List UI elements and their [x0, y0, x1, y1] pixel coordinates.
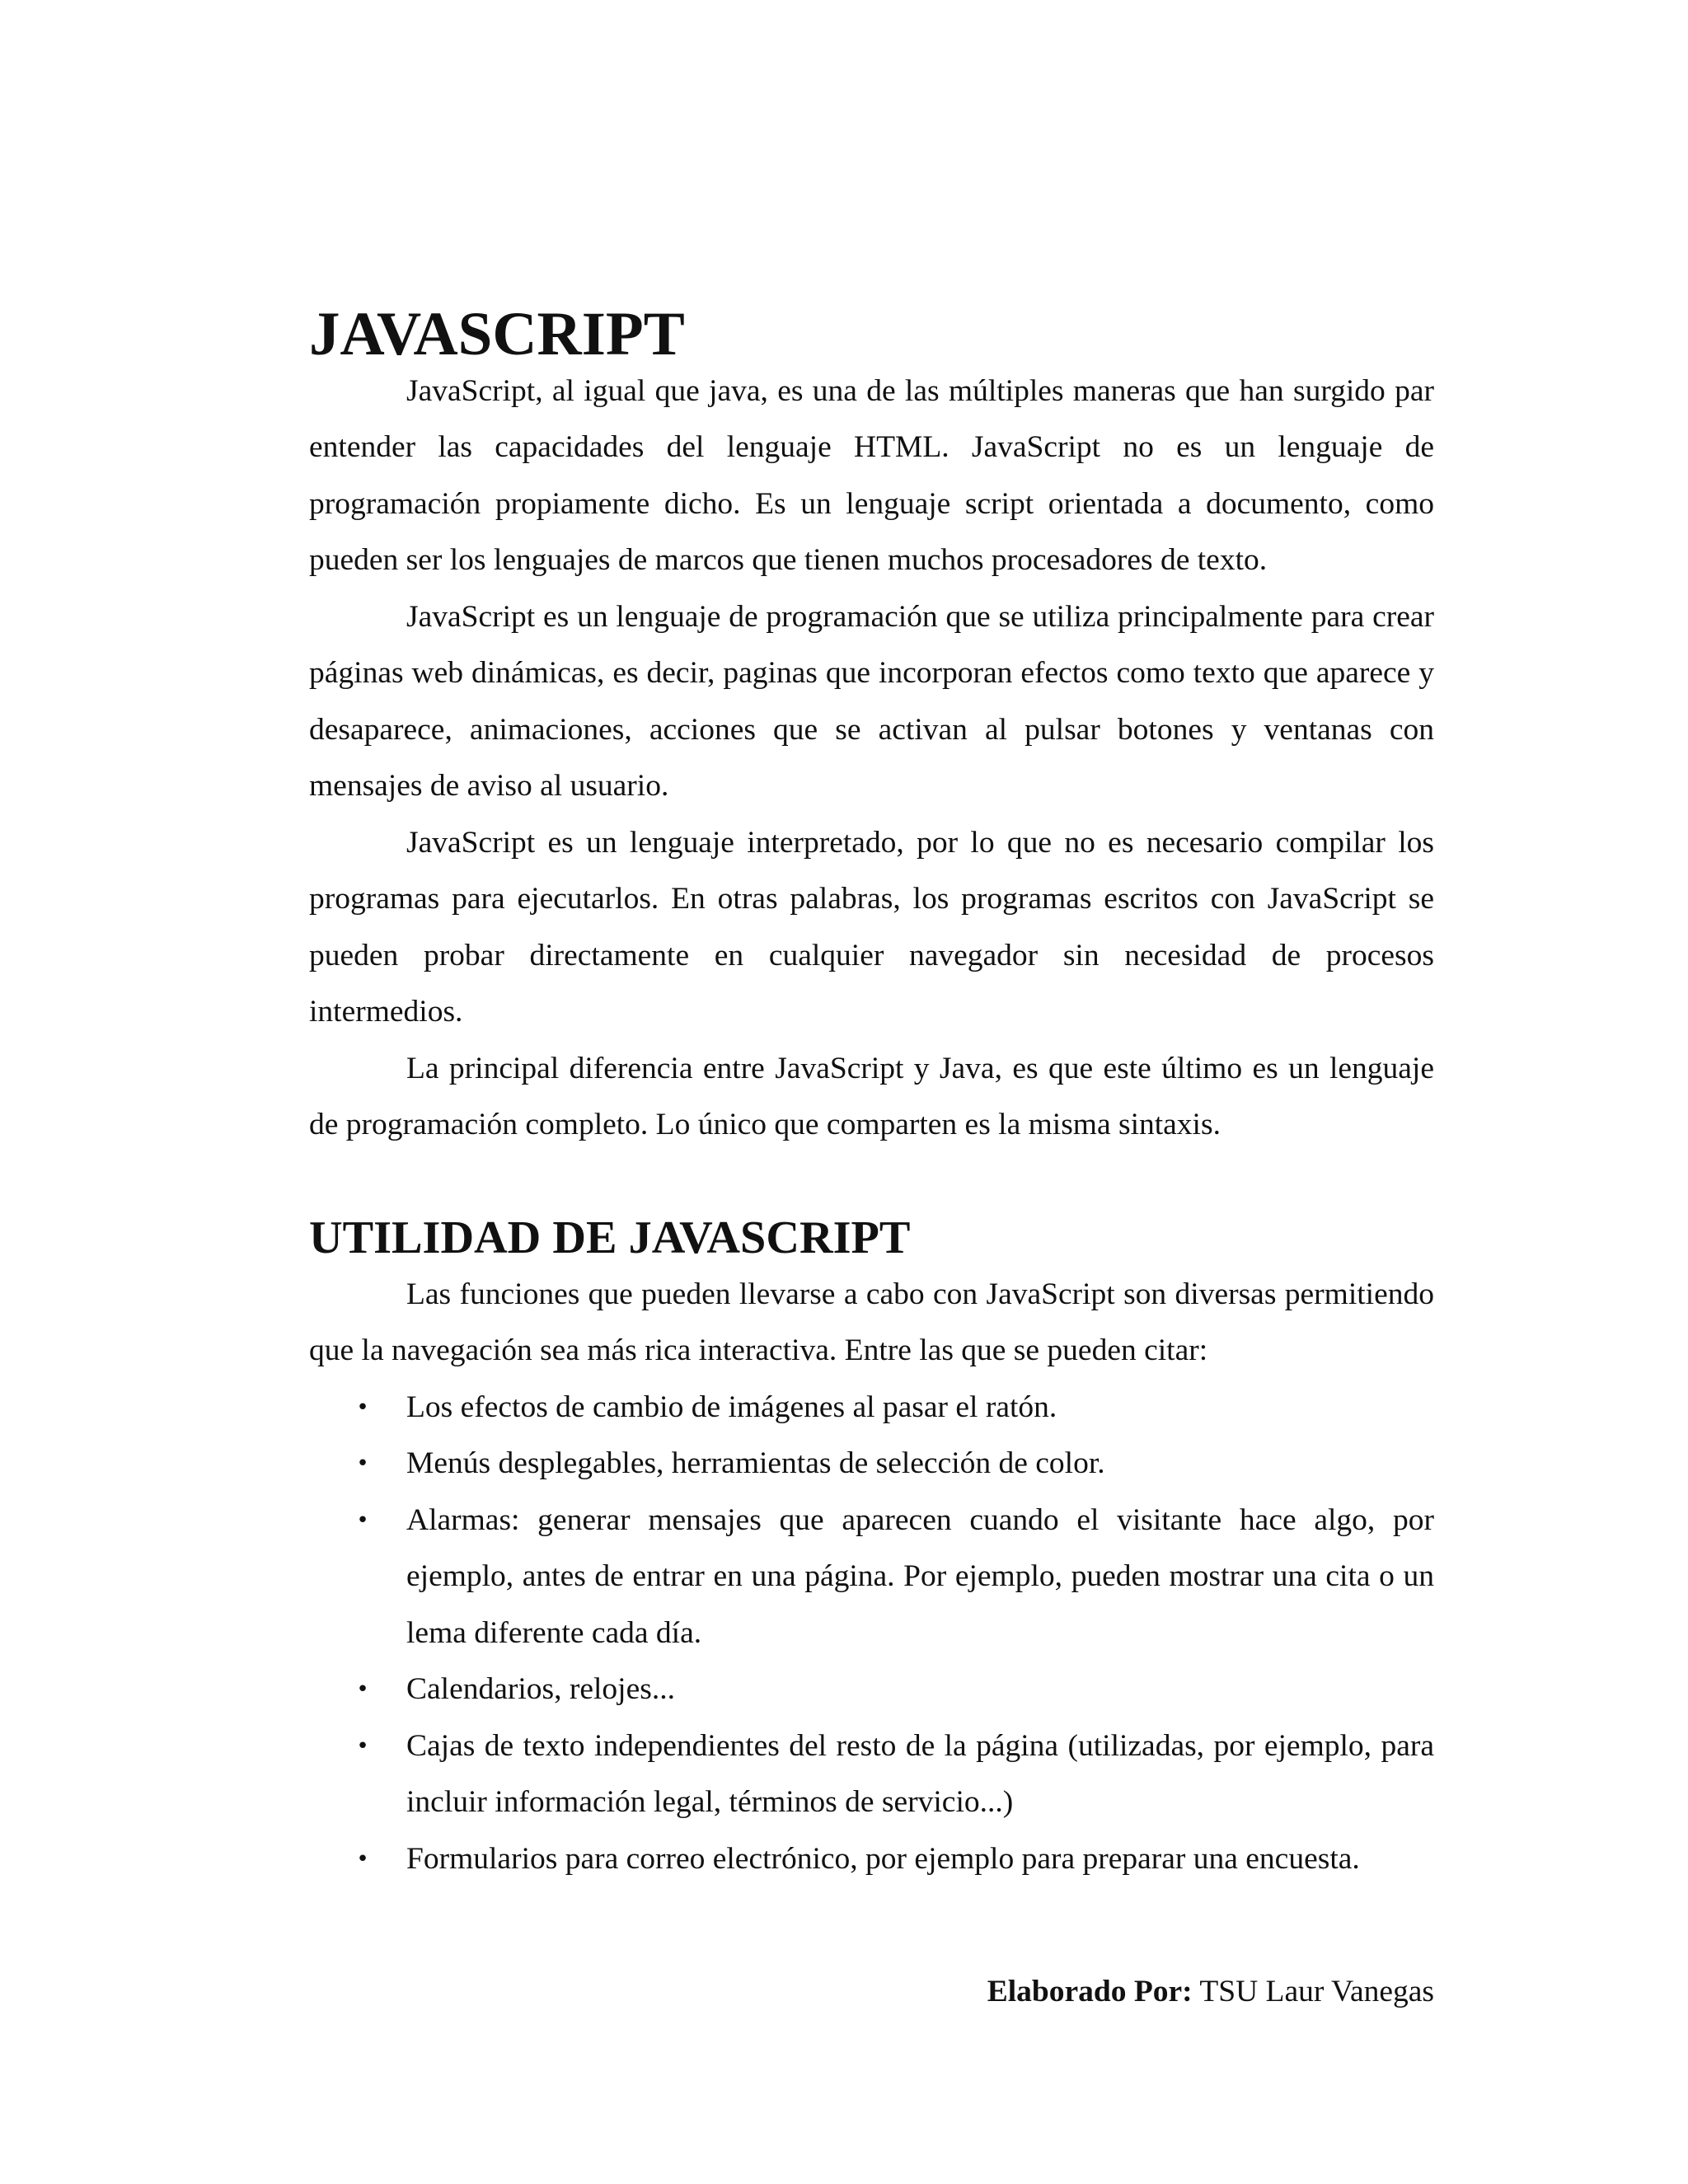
- bullet-icon: •: [356, 1451, 369, 1476]
- list-item-text: Los efectos de cambio de imágenes al pasar el ratón.: [406, 1390, 1057, 1424]
- author-name: TSU Laur Vanegas: [1199, 1975, 1434, 2008]
- list-item-text: Calendarios, relojes...: [406, 1672, 675, 1706]
- paragraph-intro: JavaScript, al igual que java, es una de las múltiples maneras que han surgido par entender las capacidades del lenguaje HTML. JavaScript no es un lenguaje de programación propiamente dicho. Es un lenguaje script orientada a documento, como pueden ser los lenguajes de marcos que tienen muchos procesadores de texto.: [309, 373, 1434, 577]
- author-credit: [309, 1964, 1434, 2021]
- bullet-icon: •: [356, 1733, 369, 1759]
- document-page: [309, 300, 1434, 1887]
- list-item: [309, 1493, 1434, 1662]
- list-item: [309, 1831, 1434, 1888]
- paragraph-interpreted: JavaScript es un lenguaje interpretado, por lo que no es necesario compilar los programas para ejecutarlos. En otras palabras, los programas escritos con JavaScript se pueden probar directamente en cualquier navegador sin necesidad de procesos intermedios.: [309, 825, 1434, 1029]
- paragraph-utilidad-intro: Las funciones que pueden llevarse a cabo con JavaScript son diversas permitiendo que la navegación sea más rica interactiva. Entre las que se pueden citar:: [309, 1277, 1434, 1367]
- paragraph-difference: La principal diferencia entre JavaScript y Java, es que este último es un lenguaje de programación completo. Lo único que comparten es la misma sintaxis.: [309, 1051, 1434, 1141]
- paragraph-dynamic-pages: JavaScript es un lenguaje de programación que se utiliza principalmente para crear páginas web dinámicas, es decir, paginas que incorporan efectos como texto que aparece y desaparece, animaciones, acciones que se activan al pulsar botones y ventanas con mensajes de aviso al usuario.: [309, 599, 1434, 803]
- bullet-icon: •: [356, 1507, 369, 1533]
- list-item-text: Formularios para correo electrónico, por ejemplo para preparar una encuesta.: [406, 1841, 1360, 1876]
- bullet-icon: •: [356, 1394, 369, 1420]
- section-heading-javascript: JAVASCRIPT: [309, 300, 685, 368]
- list-item: [309, 1380, 1434, 1436]
- author-label: Elaborado Por:: [987, 1975, 1193, 2008]
- bullet-icon: •: [356, 1846, 369, 1872]
- section-spacer: [309, 1154, 1434, 1211]
- list-item-text: Cajas de texto independientes del resto de la página (utilizadas, por ejemplo, para incluir información legal, términos de servicio...): [406, 1728, 1434, 1819]
- section-heading-utilidad: UTILIDAD DE JAVASCRIPT: [309, 1212, 911, 1263]
- list-item-text: Menús desplegables, herramientas de selección de color.: [406, 1446, 1105, 1480]
- list-item: [309, 1661, 1434, 1718]
- list-item-text: Alarmas: generar mensajes que aparecen cuando el visitante hace algo, por ejemplo, antes de entrar en una página. Por ejemplo, pueden mostrar una cita o un lema diferente cada día.: [406, 1502, 1434, 1650]
- utilidad-bullet-list: [309, 1380, 1434, 1888]
- list-item: [309, 1436, 1434, 1493]
- list-item: [309, 1718, 1434, 1831]
- bullet-icon: •: [356, 1677, 369, 1702]
